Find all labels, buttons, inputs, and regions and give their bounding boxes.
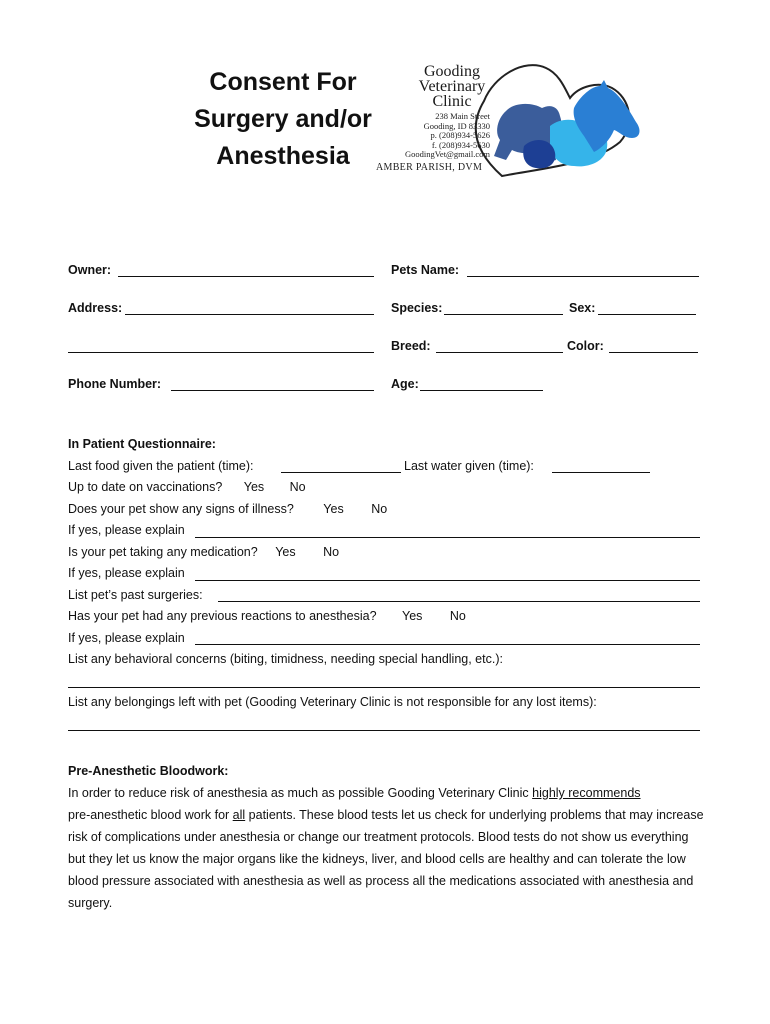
clinic-city: Gooding, ID 83330 (423, 120, 490, 131)
illness-row (68, 499, 700, 521)
vaccinations-yes[interactable]: Yes (243, 480, 265, 494)
behavioral-line (68, 671, 700, 693)
belongings-row (68, 692, 700, 714)
vaccinations-row (68, 477, 700, 499)
behavioral-row (68, 649, 700, 671)
breed-field[interactable] (436, 352, 563, 353)
last-water-label: Last water given (time): (404, 458, 534, 473)
clinic-phone: p. (208)934-5626 (430, 130, 490, 141)
reactions-explain-label: If yes, please explain (68, 630, 185, 645)
owner-label: Owner: (68, 263, 112, 277)
past-surgeries-label: List pet’s past surgeries: (68, 587, 203, 602)
clinic-contact (390, 112, 490, 160)
species-field[interactable] (444, 314, 563, 315)
reactions-no[interactable]: No (449, 609, 466, 623)
behavioral-label: List any behavioral concerns (biting, timidness, needing special handling, etc.): (68, 652, 503, 666)
clinic-name: Gooding Veterinary Clinic (418, 63, 486, 110)
address-line-2-field[interactable] (68, 352, 374, 353)
reactions-row (68, 606, 700, 628)
illness-no[interactable]: No (371, 501, 388, 516)
medication-yes[interactable]: Yes (275, 544, 296, 559)
last-food-label: Last food given the patient (time): (68, 458, 254, 473)
past-surgeries-field[interactable] (218, 601, 700, 602)
reactions-label: Has your pet had any previous reactions to anesthesia? (68, 609, 377, 623)
belongings-line (68, 714, 700, 736)
highly-recommends-text: highly recommends (532, 786, 641, 800)
clinic-email: GoodingVet@gmail.com (404, 149, 490, 160)
reactions-explain-row (68, 628, 700, 650)
belongings-field[interactable] (68, 730, 700, 731)
medication-no[interactable]: No (323, 544, 340, 559)
reactions-explain-field[interactable] (195, 644, 700, 645)
vaccinations-label: Up to date on vaccinations? (68, 480, 223, 494)
medication-row (68, 542, 700, 564)
vaccinations-no[interactable]: No (289, 480, 306, 494)
last-food-field[interactable] (281, 472, 401, 473)
bloodwork-heading: Pre-Anesthetic Bloodwork: (68, 764, 229, 778)
page-title (178, 64, 388, 175)
last-food-row (68, 456, 700, 478)
behavioral-field[interactable] (68, 687, 700, 688)
age-label: Age: (391, 377, 419, 391)
medication-explain-field[interactable] (195, 580, 700, 581)
patient-questionnaire (68, 434, 700, 735)
illness-label: Does your pet show any signs of illness? (68, 501, 294, 516)
species-label: Species: (391, 301, 443, 315)
clinic-logo (374, 56, 649, 181)
illness-explain-row (68, 520, 700, 542)
clinic-fax: f. (208)934-5630 (431, 139, 490, 150)
medication-explain-label: If yes, please explain (68, 566, 185, 580)
breed-label: Breed: (391, 339, 431, 353)
title-line-1: Consent For (209, 68, 357, 96)
color-field[interactable] (609, 352, 698, 353)
last-water-field[interactable] (552, 472, 650, 473)
medication-label: Is your pet taking any medication? (68, 544, 258, 559)
clinic-doctor: AMBER PARISH, DVM (376, 162, 483, 173)
title-line-2: Surgery and/or (194, 105, 372, 133)
phone-number-field[interactable] (171, 390, 374, 391)
illness-explain-field[interactable] (195, 537, 700, 538)
clinic-street: 238 Main Street (435, 111, 490, 121)
reactions-yes[interactable]: Yes (402, 609, 423, 623)
sex-field[interactable] (598, 314, 696, 315)
pets-name-field[interactable] (467, 276, 699, 277)
questionnaire-heading: In Patient Questionnaire: (68, 437, 216, 451)
owner-field[interactable] (118, 276, 374, 277)
address-label: Address: (68, 301, 123, 315)
age-field[interactable] (420, 390, 543, 391)
sex-label: Sex: (569, 301, 596, 315)
medication-explain-row (68, 563, 700, 585)
belongings-label: List any belongings left with pet (Gooding Veterinary Clinic is not responsible for any lost items): (68, 695, 597, 709)
title-line-3: Anesthesia (216, 142, 350, 170)
past-surgeries-row (68, 585, 700, 607)
bloodwork-paragraph: In order to reduce risk of anesthesia as much as possible Gooding Veterinary Clinic highly recommends pre-anesthetic blood work for all patients. These blood tests let us check for underlying problems that may increase risk of complications under anesthesia or change our treatment protocols. Blood tests do not show us everything but they let us know the major organs like the kidneys, liver, and blood cells are healthy and can tolerate the low blood pressure associated with anesthesia as well as process all the medications associated with anesthesia and surgery. (68, 786, 704, 910)
pets-name-label: Pets Name: (391, 263, 460, 277)
color-label: Color: (567, 339, 604, 353)
phone-number-label: Phone Number: (68, 377, 162, 391)
all-text: all (232, 808, 246, 822)
illness-yes[interactable]: Yes (323, 501, 344, 516)
address-field[interactable] (125, 314, 374, 315)
illness-explain-label: If yes, please explain (68, 523, 185, 537)
bloodwork-section (68, 760, 704, 914)
